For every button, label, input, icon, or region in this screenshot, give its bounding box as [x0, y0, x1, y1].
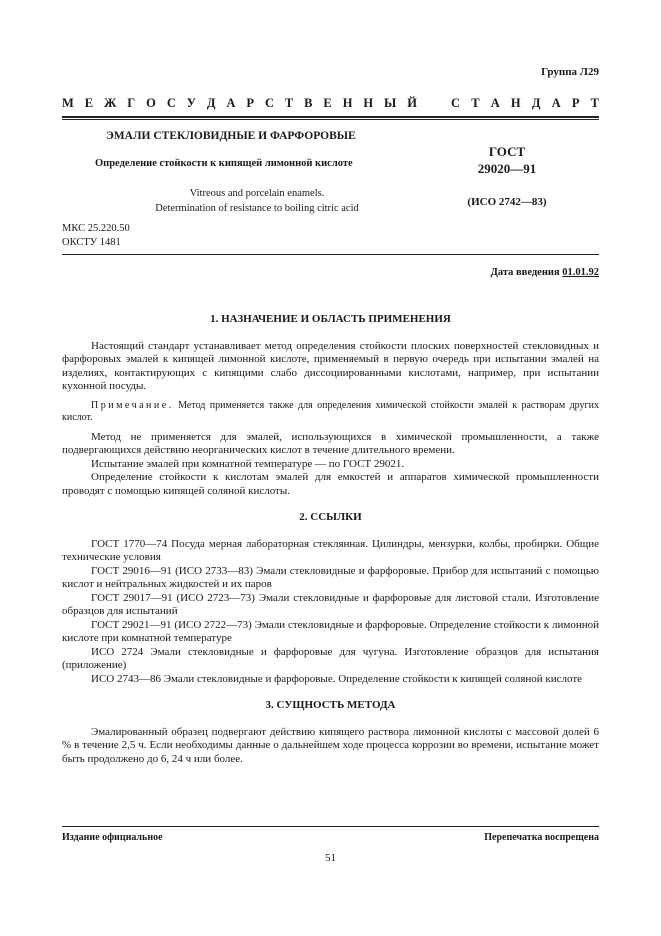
section-2-title: 2. ССЫЛКИ — [299, 511, 362, 523]
footer-official-edition: Издание официальное — [62, 832, 163, 843]
banner-letter: Г — [127, 96, 136, 110]
introduction-date — [491, 267, 599, 278]
gost-label: ГОСТ — [488, 144, 526, 159]
main-title: ЭМАЛИ СТЕКЛОВИДНЫЕ И ФАРФОРОВЫЕ — [106, 130, 356, 142]
group-code: Группа Л29 — [541, 66, 599, 78]
banner-letter: Н — [342, 96, 353, 110]
banner-letter: Д — [206, 96, 216, 110]
banner-letter: Е — [84, 96, 94, 110]
mks-code: МКС 25.220.50 — [62, 223, 130, 234]
gost-number: 29020—91 — [477, 161, 537, 176]
banner-letter: О — [146, 96, 156, 110]
section-1-paragraph-3: Испытание эмалей при комнатной температуре — по ГОСТ 29021. — [91, 457, 405, 470]
reference-item: ГОСТ 29016—91 (ИСО 2733—83) Эмали стекловидные и фарфоровые. Прибор для испытаний с помощью кислот и нейтральных жидкостей и их паров — [62, 564, 599, 590]
meta-rule — [62, 254, 599, 255]
banner-letter: М — [62, 96, 74, 110]
banner-letter: А — [551, 96, 561, 110]
section-3-paragraph-1: Эмалированный образец подвергают действию кипящего раствора лимонной кислоты с массовой долей 6 % в течение 2,5 ч. Если необходимы данные о дальнейшем ходе процесса коррозии во времени, испытание может быть продолжено до 6, 24 ч или более. — [62, 725, 599, 765]
english-title-line-2: Determination of resistance to boiling citric acid — [155, 203, 359, 214]
banner-letter: Ж — [104, 96, 117, 110]
banner-letter: Д — [531, 96, 541, 110]
header-rule-top — [62, 116, 599, 118]
section-1-paragraph-1: Настоящий стандарт устанавливает метод определения стойкости плоских поверхностей стекловидных и фарфоровых эмалей к кипящей лимонной кислоте, применяемый в первую очередь при испытании эмалей на изделиях, контактирующих с кипящими слабо диссоциированными кислотами, например, при испытании кухонной посуды. — [62, 339, 599, 392]
banner-letter: У — [186, 96, 196, 110]
banner-letter: А — [226, 96, 236, 110]
banner-letter: Й — [407, 96, 417, 110]
banner-letter: В — [304, 96, 313, 110]
section-1-paragraph-4: Определение стойкости к кислотам эмалей для емкостей и аппаратов химической промышленности проводят с помощью кипящей соляной кислоты. — [62, 471, 599, 497]
reference-item: ГОСТ 1770—74 Посуда мерная лабораторная стеклянная. Цилиндры, мензурки, колбы, пробирки. Общие технические условия — [62, 537, 599, 563]
banner-letter: С — [166, 96, 176, 110]
reference-item: ИСО 2743—86 Эмали стекловидные и фарфоровые. Определение стойкости к кипящей соляной кислоте — [91, 672, 583, 685]
section-1-note — [62, 400, 599, 425]
sub-title: Определение стойкости к кипящей лимонной кислоте — [95, 158, 353, 169]
classification-codes — [62, 222, 130, 250]
banner-letter: Р — [571, 96, 580, 110]
reference-item: ИСО 2724 Эмали стекловидные и фарфоровые для чугуна. Изготовление образцов для испытания (приложение) — [62, 645, 599, 671]
date-label: Дата введения — [490, 267, 560, 278]
english-title-line-1: Vitreous and porcelain enamels. — [189, 188, 325, 199]
gost-designation — [452, 143, 562, 177]
section-3-title: 3. СУЩНОСТЬ МЕТОДА — [265, 699, 396, 711]
banner-letter: С — [451, 96, 461, 110]
banner-word-2 — [451, 96, 599, 111]
footer-reprint-notice: Перепечатка воспрещена — [484, 832, 599, 843]
standard-banner — [62, 96, 599, 111]
note-label: Примечание. — [91, 399, 174, 411]
note-text: Метод применяется также для определения химической стойкости эмалей к растворам других кислот. — [62, 399, 599, 423]
banner-letter: Н — [510, 96, 521, 110]
reference-item: ГОСТ 29021—91 (ИСО 2722—73) Эмали стекловидные и фарфоровые. Определение стойкости к лимонной кислоте при комнатной температуре — [62, 618, 599, 644]
banner-letter: Н — [363, 96, 374, 110]
banner-letter: Е — [323, 96, 332, 110]
section-1-paragraph-2: Метод не применяется для эмалей, использующихся в химической промышленности, а также подвергающихся действию неорганических кислот в течение длительного времени. — [62, 430, 599, 456]
document-body — [62, 313, 599, 766]
section-1-title: 1. НАЗНАЧЕНИЕ И ОБЛАСТЬ ПРИМЕНЕНИЯ — [210, 313, 451, 325]
banner-letter: Ы — [384, 96, 397, 110]
banner-letter: Т — [284, 96, 294, 110]
iso-designation: (ИСО 2742—83) — [467, 196, 547, 208]
footer-rule — [62, 826, 599, 827]
page-number: 51 — [325, 852, 336, 864]
banner-letter: А — [490, 96, 500, 110]
header-rule-bottom — [62, 119, 599, 120]
banner-letter: Р — [246, 96, 255, 110]
banner-letter: Т — [590, 96, 599, 110]
reference-item: ГОСТ 29017—91 (ИСО 2723—73) Эмали стекловидные и фарфоровые для листовой стали. Изготовление образцов для испытаний — [62, 591, 599, 617]
english-title — [62, 186, 452, 216]
okstu-code: ОКСТУ 1481 — [62, 237, 121, 248]
banner-letter: Т — [471, 96, 480, 110]
banner-word-1 — [62, 96, 417, 111]
date-value: 01.01.92 — [562, 267, 599, 278]
banner-letter: С — [264, 96, 274, 110]
